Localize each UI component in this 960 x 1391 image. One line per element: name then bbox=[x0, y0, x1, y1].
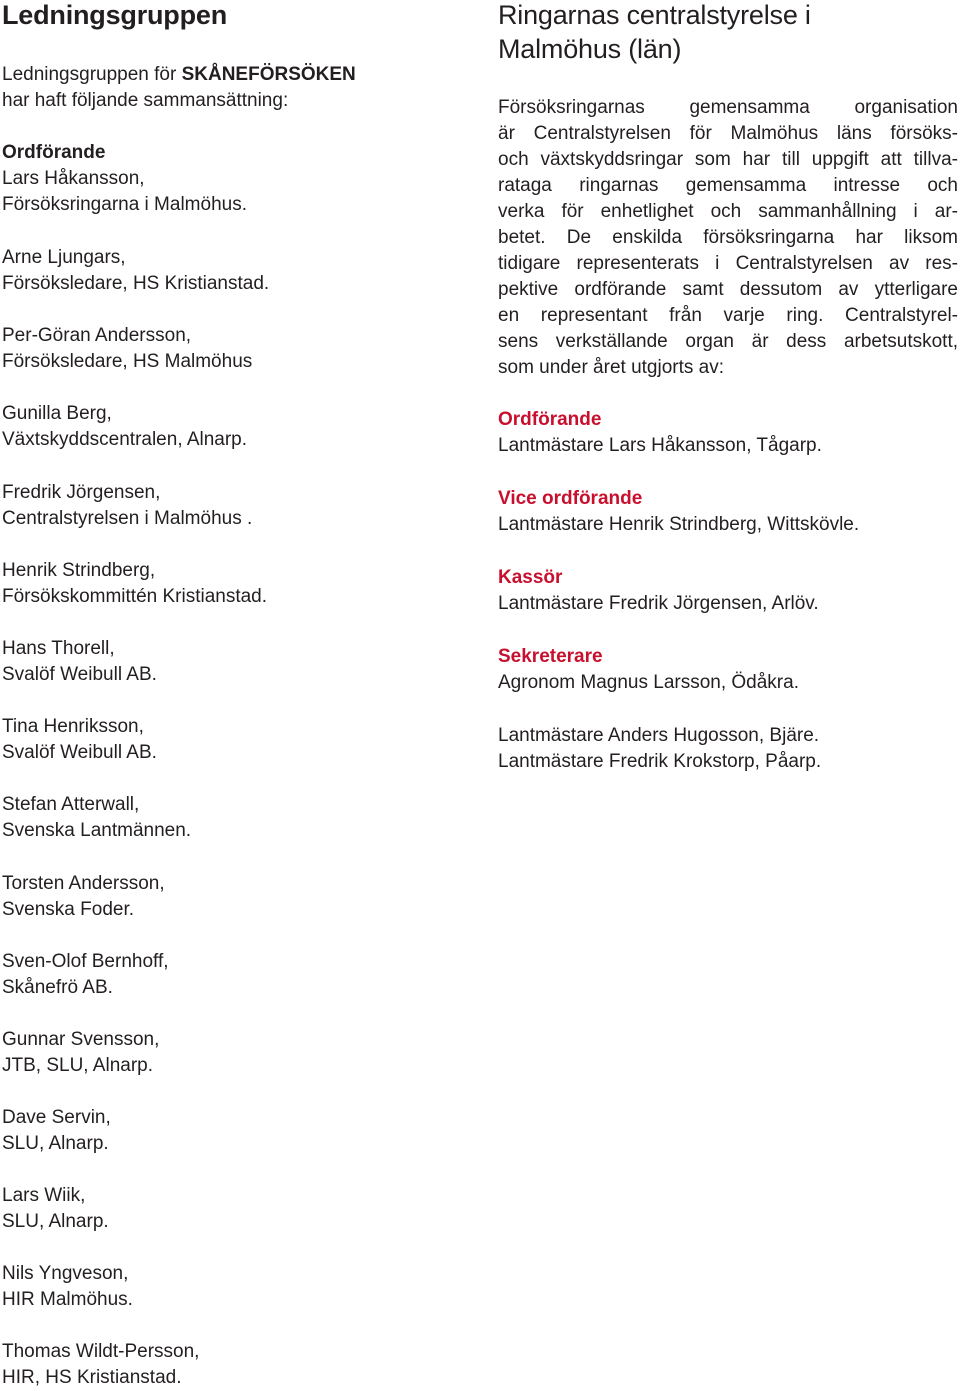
paragraph-line: sens verkställande organ är dess arbetsutskott, bbox=[498, 331, 958, 352]
other-members-block bbox=[498, 723, 821, 775]
member-block bbox=[2, 714, 157, 766]
paragraph-line: är Centralstyrelsen för Malmöhus läns försöks- bbox=[498, 123, 958, 144]
member-name: Gunilla Berg, bbox=[2, 403, 112, 424]
paragraph-line: Försöksringarnas gemensamma organisation bbox=[498, 97, 958, 118]
member-name: Stefan Atterwall, bbox=[2, 794, 140, 815]
member-affiliation: SLU, Alnarp. bbox=[2, 1211, 109, 1232]
member-name: Thomas Wildt-Persson, bbox=[2, 1341, 200, 1362]
officer-block bbox=[498, 486, 859, 538]
member-block bbox=[2, 1105, 111, 1157]
officer-person: Lantmästare Fredrik Jörgensen, Arlöv. bbox=[498, 593, 819, 614]
officer-role: Sekreterare bbox=[498, 646, 603, 667]
member-name: Fredrik Jörgensen, bbox=[2, 482, 161, 503]
member-block bbox=[2, 871, 165, 923]
member-block bbox=[2, 1183, 109, 1235]
chair-block bbox=[2, 140, 247, 218]
member-affiliation: Växtskyddscentralen, Alnarp. bbox=[2, 429, 248, 450]
paragraph-line: och växtskyddsringar som har till uppgift att tillva- bbox=[498, 149, 958, 170]
member-name: Lars Wiik, bbox=[2, 1185, 86, 1206]
member-affiliation: Svenska Lantmännen. bbox=[2, 820, 192, 841]
other-member: Lantmästare Fredrik Krokstorp, Påarp. bbox=[498, 751, 822, 772]
member-affiliation: SLU, Alnarp. bbox=[2, 1133, 109, 1154]
member-block bbox=[2, 401, 247, 453]
other-member: Lantmästare Anders Hugosson, Bjäre. bbox=[498, 725, 820, 746]
title-line-2: Malmöhus (län) bbox=[498, 34, 682, 64]
officer-block bbox=[498, 644, 799, 696]
member-name: Torsten Andersson, bbox=[2, 873, 165, 894]
member-affiliation: Centralstyrelsen i Malmöhus . bbox=[2, 508, 253, 529]
member-block bbox=[2, 949, 169, 1001]
member-name: Sven-Olof Bernhoff, bbox=[2, 951, 169, 972]
member-name: Per-Göran Andersson, bbox=[2, 325, 192, 346]
paragraph-line: rataga ringarnas gemensamma intresse och bbox=[498, 175, 958, 196]
member-block bbox=[2, 323, 252, 375]
officer-person: Lantmästare Henrik Strindberg, Wittskövle. bbox=[498, 514, 860, 535]
member-block bbox=[2, 480, 252, 532]
member-name: Lars Håkansson, bbox=[2, 168, 145, 189]
paragraph-line: tidigare representerats i Centralstyrelsen av res- bbox=[498, 253, 958, 274]
officer-block bbox=[498, 565, 819, 617]
chair-role-label: Ordförande bbox=[2, 142, 106, 163]
description-paragraph bbox=[498, 95, 958, 381]
officer-role: Ordförande bbox=[498, 409, 602, 430]
paragraph-line: en representant från varje ring. Centralstyrel- bbox=[498, 305, 958, 326]
intro-prefix: Ledningsgruppen för bbox=[2, 64, 182, 85]
member-name: Hans Thorell, bbox=[2, 638, 115, 659]
intro-line-1 bbox=[2, 62, 356, 88]
officer-person: Agronom Magnus Larsson, Ödåkra. bbox=[498, 672, 799, 693]
member-affiliation: Försöksringarna i Malmöhus. bbox=[2, 194, 247, 215]
member-affiliation: Svalöf Weibull AB. bbox=[2, 742, 157, 763]
officer-role: Vice ordförande bbox=[498, 488, 643, 509]
member-affiliation: Skånefrö AB. bbox=[2, 977, 113, 998]
member-name: Arne Ljungars, bbox=[2, 247, 126, 268]
paragraph-line: betet. De enskilda försöksringarna har liksom bbox=[498, 227, 958, 248]
member-name: Dave Servin, bbox=[2, 1107, 111, 1128]
member-name: Nils Yngveson, bbox=[2, 1263, 129, 1284]
intro-strong: SKÅNEFÖRSÖKEN bbox=[181, 64, 356, 85]
paragraph-line: pektive ordförande samt dessutom av ytterligare bbox=[498, 279, 958, 300]
officer-block bbox=[498, 407, 822, 459]
member-affiliation: Svenska Foder. bbox=[2, 899, 135, 920]
member-block bbox=[2, 1261, 133, 1313]
member-affiliation: HIR Malmöhus. bbox=[2, 1289, 133, 1310]
intro-line-2: har haft följande sammansättning: bbox=[2, 90, 289, 111]
centralstyrelse-title bbox=[498, 0, 958, 66]
paragraph-line: som under året utgjorts av: bbox=[498, 357, 724, 378]
member-affiliation: Försökskommittén Kristianstad. bbox=[2, 586, 268, 607]
member-affiliation: JTB, SLU, Alnarp. bbox=[2, 1055, 154, 1076]
paragraph-line: verka för enhetlighet och sammanhållning i ar- bbox=[498, 201, 958, 222]
ledningsgruppen-title: Ledningsgruppen bbox=[2, 0, 227, 30]
member-affiliation: Svalöf Weibull AB. bbox=[2, 664, 157, 685]
member-block bbox=[2, 636, 157, 688]
member-block bbox=[2, 792, 191, 844]
member-block bbox=[2, 245, 269, 297]
member-name: Henrik Strindberg, bbox=[2, 560, 156, 581]
member-affiliation: HIR, HS Kristianstad. bbox=[2, 1367, 182, 1388]
intro-block bbox=[2, 62, 356, 114]
officer-person: Lantmästare Lars Håkansson, Tågarp. bbox=[498, 435, 822, 456]
member-affiliation: Försöksledare, HS Malmöhus bbox=[2, 351, 253, 372]
member-name: Tina Henriksson, bbox=[2, 716, 144, 737]
member-name: Gunnar Svensson, bbox=[2, 1029, 160, 1050]
member-block bbox=[2, 1027, 159, 1079]
member-affiliation: Försöksledare, HS Kristianstad. bbox=[2, 273, 270, 294]
title-line-1: Ringarnas centralstyrelse i bbox=[498, 0, 811, 30]
member-block bbox=[2, 558, 267, 610]
member-block bbox=[2, 1339, 199, 1391]
officer-role: Kassör bbox=[498, 567, 563, 588]
